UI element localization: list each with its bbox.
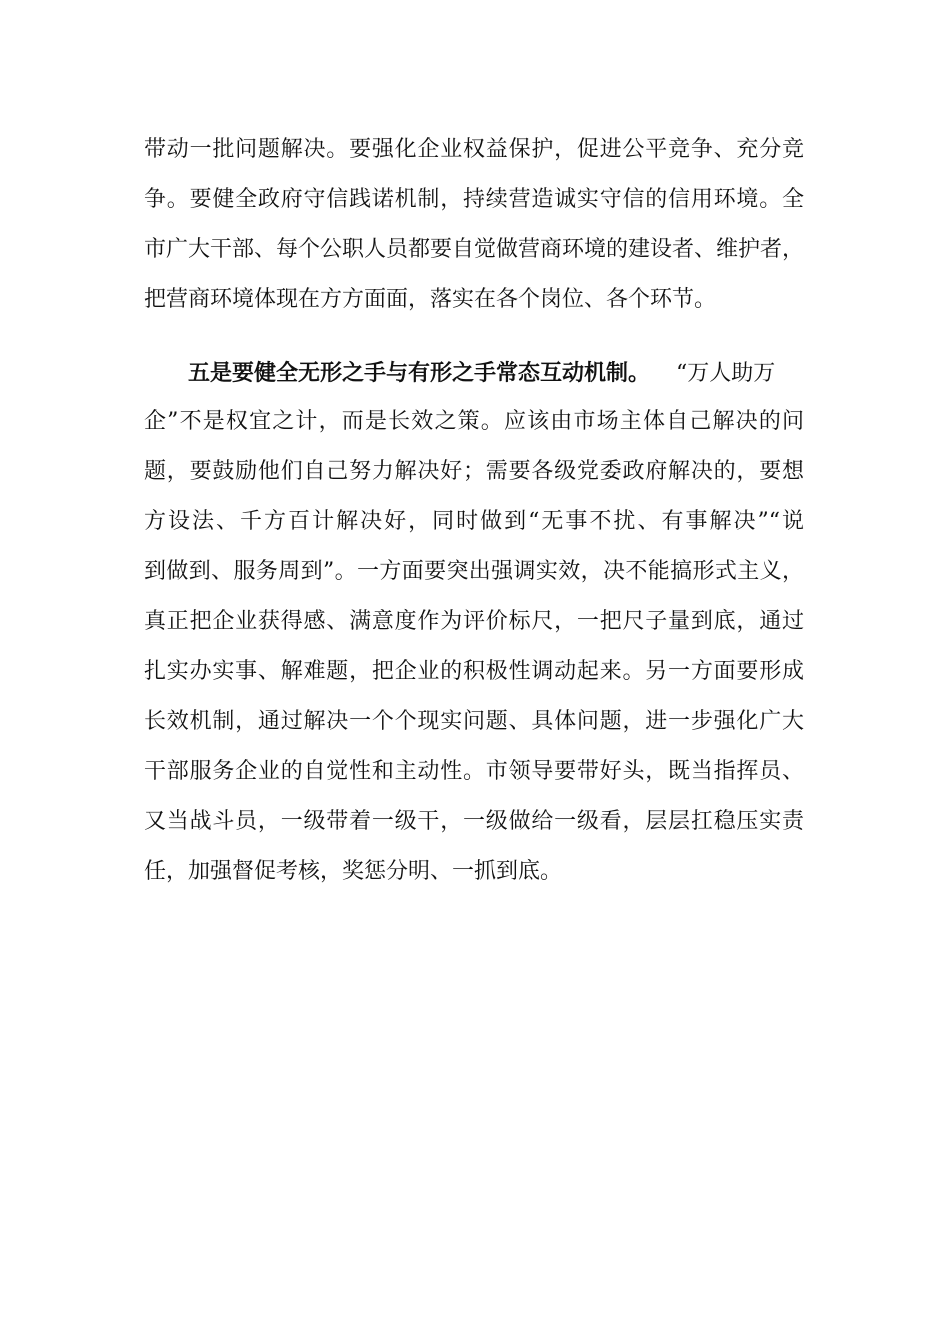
paragraph-2-line-4: 方设法、千方百计解决好，同时做到“无事不扰、有事解决”“说 — [144, 509, 804, 534]
paragraph-2-line-11: 任，加强督促考核，奖惩分明、一抓到底。 — [144, 859, 563, 884]
paragraph-2-line-3: 题，要鼓励他们自己努力解决好；需要各级党委政府解决的，要想 — [144, 459, 804, 484]
paragraph-2-line-9: 干部服务企业的自觉性和主动性。市领导要带好头，既当指挥员、 — [144, 759, 804, 784]
paragraph-2-line-2: 企”不是权宜之计，而是长效之策。应该由市场主体自己解决的问 — [144, 409, 804, 434]
paragraph-2-first-line — [188, 355, 775, 391]
paragraph-2-first-line-rest: “万人助万 — [676, 361, 776, 386]
paragraph-2-heading: 五是要健全无形之手与有形之手常态互动机制。 — [188, 360, 651, 386]
paragraph-1-line-3: 市广大干部、每个公职人员都要自觉做营商环境的建设者、维护者， — [144, 237, 805, 262]
paragraph-1-line-4: 把营商环境体现在方方面面，落实在各个岗位、各个环节。 — [144, 287, 717, 312]
paragraph-2-line-8: 长效机制，通过解决一个个现实问题、具体问题，进一步强化广大 — [144, 709, 804, 734]
paragraph-2-line-6: 真正把企业获得感、满意度作为评价标尺，一把尺子量到底，通过 — [144, 609, 804, 634]
paragraph-2-line-5: 到做到、服务周到”。一方面要突出强调实效，决不能搞形式主义， — [144, 559, 804, 584]
paragraph-2-line-7: 扎实办实事、解难题，把企业的积极性调动起来。另一方面要形成 — [144, 659, 804, 684]
paragraph-1-line-1: 带动一批问题解决。要强化企业权益保护，促进公平竞争、充分竞 — [144, 137, 804, 162]
paragraph-1-line-2: 争。要健全政府守信践诺机制，持续营造诚实守信的信用环境。全 — [144, 187, 804, 212]
paragraph-2-line-10: 又当战斗员，一级带着一级干，一级做给一级看，层层扛稳压实责 — [144, 809, 804, 834]
